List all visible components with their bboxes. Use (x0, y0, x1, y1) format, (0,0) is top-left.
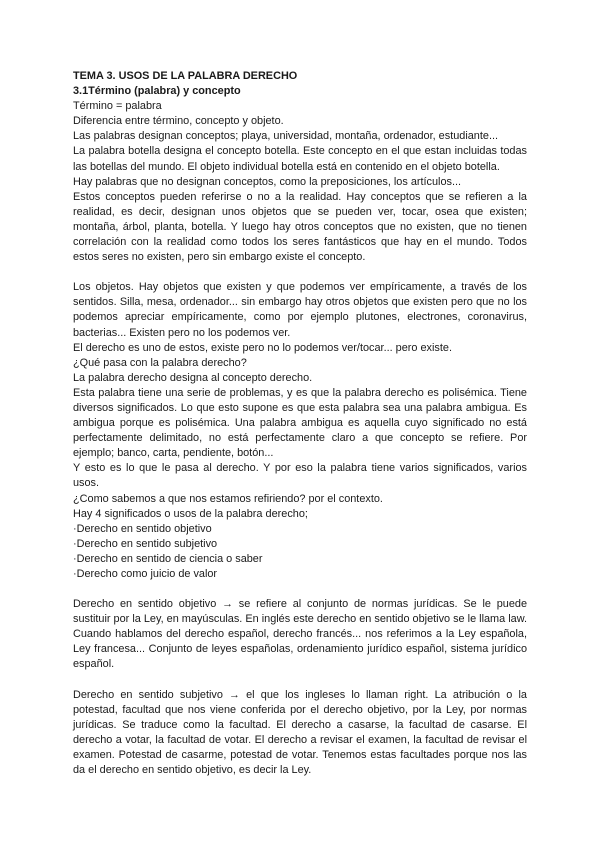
paragraph: Hay 4 significados o usos de la palabra derecho; (73, 507, 308, 520)
paragraph: Hay palabras que no designan conceptos, como la preposiciones, los artículos... (73, 175, 462, 188)
paragraph: Los objetos. Hay objetos que existen y que podemos ver empíricamente, a través de los sentidos. Silla, mesa, ordenador... sin embargo hay otros objetos que existen pero que no los podemos apreciar empíricamente, como por ejemplo plutones, electrones, coronavirus, bacterias... Existen pero no los podemos ver. (73, 281, 527, 339)
page-title: TEMA 3. USOS DE LA PALABRA DERECHO (73, 70, 298, 82)
paragraph: Término = palabra (73, 100, 162, 113)
paragraph: Derecho en sentido subjetivo → el que los ingleses lo llaman right. La atribución o la potestad, facultad que nos viene conferida por el derecho objetivo, por la Ley, por normas jurídicas. Se traduce como la facultad. El derecho a casarse, la facultad de casarse. El derecho a votar, la facultad de votar. El derecho a revisar el examen, la facultad de revisar el examen. Potestad de casarme, potestad de votar. Tenemos estas facultades porque nos las da el derecho en sentido objetivo, es decir la Ley. (73, 688, 527, 777)
paragraph: ¿Como sabemos a que nos estamos refiriendo? por el contexto. (73, 492, 383, 505)
list-item: ·Derecho en sentido de ciencia o saber (73, 552, 263, 565)
paragraph: Diferencia entre término, concepto y objeto. (73, 115, 284, 128)
spacer (73, 582, 527, 597)
paragraph: Esta palabra tiene una serie de problemas, y es que la palabra derecho es polisémica. Tiene diversos significados. Lo que esto supone es que esta palabra sea una palabra ambigua. Es ambigua porque es polisémica. Una palabra ambigua es aquella cuyo significado no está perfectamente delimitado, no está perfectamente claro a que concepto se refiere. Por ejemplo; banco, carta, pendiente, botón... (73, 386, 527, 460)
paragraph: La palabra derecho designa al concepto derecho. (73, 371, 313, 384)
paragraph: La palabra botella designa el concepto botella. Este concepto en el que estan incluidas todas las botellas del mundo. El objeto individual botella está en contenido en el objeto botella. (73, 145, 527, 173)
spacer (73, 673, 527, 688)
list-item: ·Derecho en sentido subjetivo (73, 537, 218, 550)
paragraph: Y esto es lo que le pasa al derecho. Y por eso la palabra tiene varios significados, varios usos. (73, 462, 527, 490)
list-item: ·Derecho en sentido objetivo (73, 522, 212, 535)
paragraph: Derecho en sentido objetivo → se refiere al conjunto de normas jurídicas. Se le puede sustituir por la Ley, en mayúsculas. En inglés este derecho en sentido objetivo se le llama law. Cuando hablamos del derecho español, derecho francés... nos referimos a la Ley española, Ley francesa... Conjunto de leyes españolas, ordenamiento jurídico español, sistema jurídico español. (73, 598, 527, 671)
section-heading: 3.1Término (palabra) y concepto (73, 85, 241, 98)
paragraph: ¿Qué pasa con la palabra derecho? (73, 356, 247, 369)
list-item: ·Derecho como juicio de valor (73, 568, 218, 580)
paragraph: Las palabras designan conceptos; playa, universidad, montaña, ordenador, estudiante... (73, 130, 499, 143)
paragraph: El derecho es uno de estos, existe pero no lo podemos ver/tocar... pero existe. (73, 341, 452, 354)
spacer (73, 265, 527, 280)
paragraph: Estos conceptos pueden referirse o no a la realidad. Hay conceptos que se refieren a la realidad, es decir, designan unos objetos que se pueden ver, tocar, osea que existen; montaña, árbol, planta, botella. Y luego hay otros conceptos que no existen, que no tienen correlación con la realidad como todos los seres fantásticos que hay en el mundo. Todos estos seres no existen, pero sin embargo existe el concepto. (73, 190, 527, 264)
